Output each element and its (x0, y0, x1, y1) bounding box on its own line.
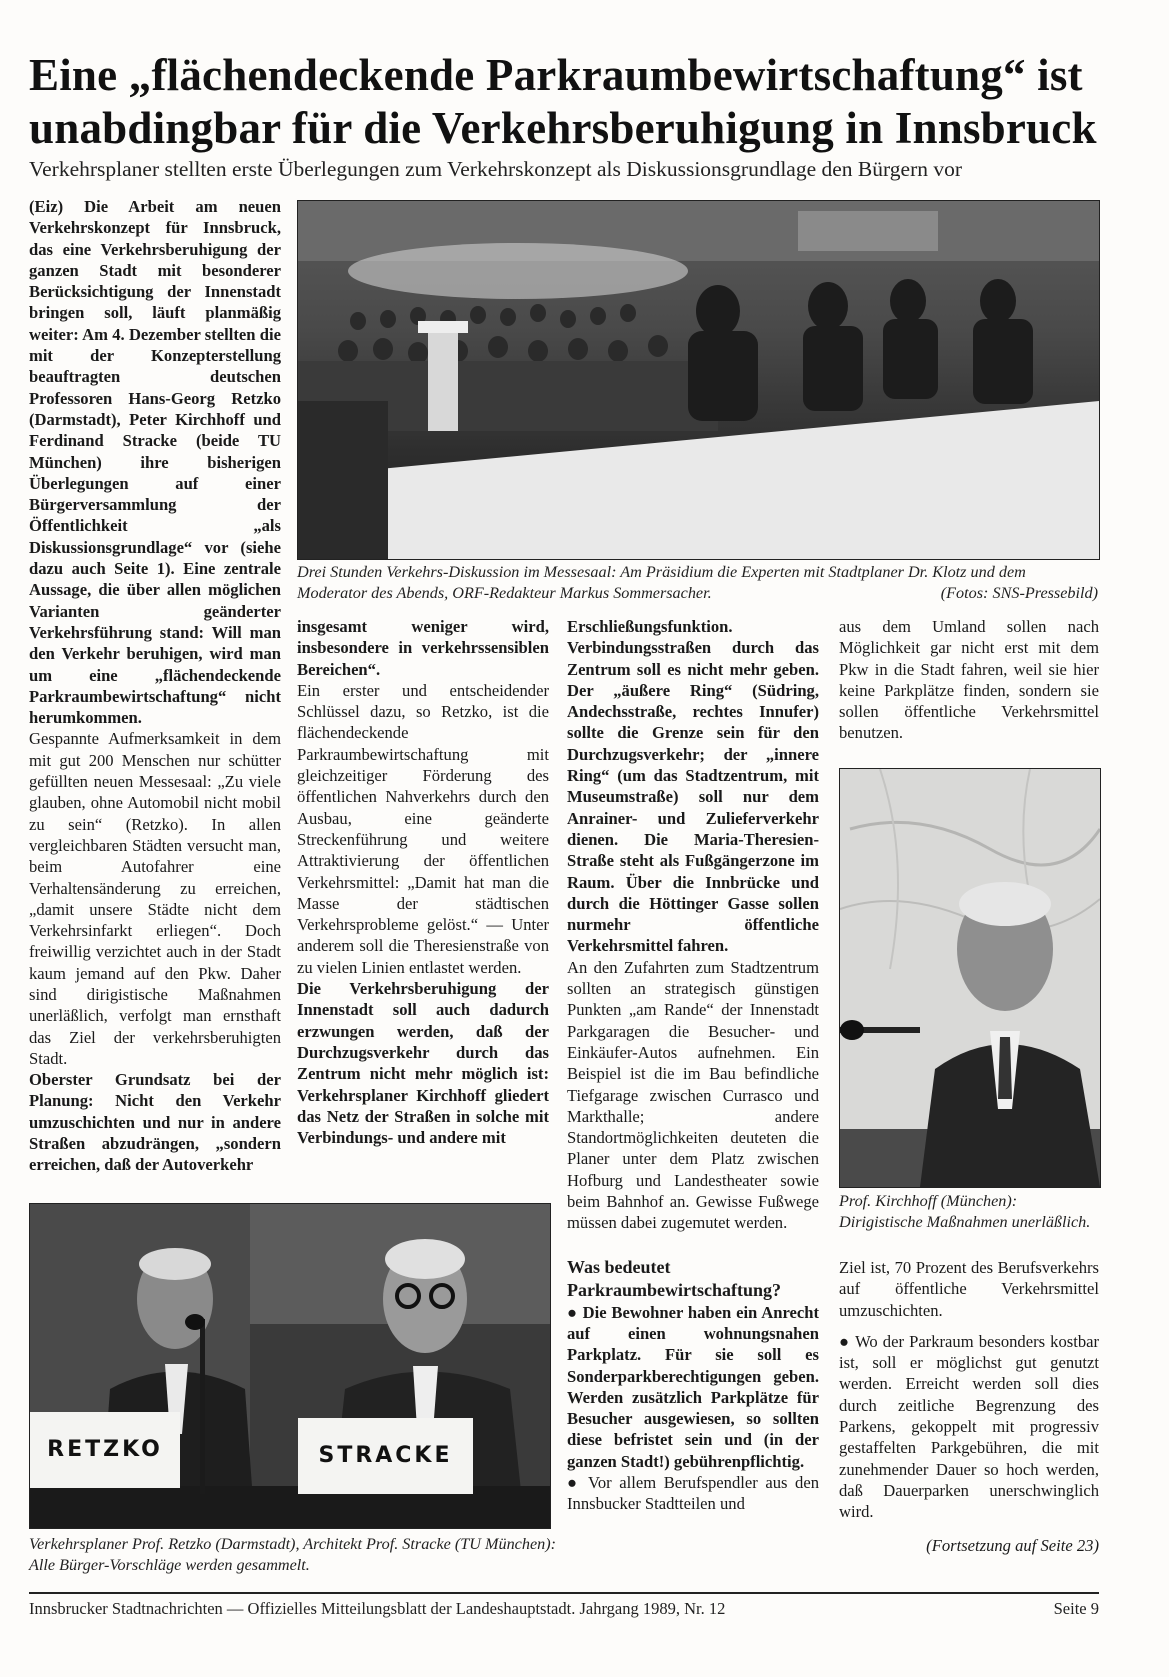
bullet-icon: ● (567, 1302, 583, 1322)
article-paragraph: An den Zufahrten zum Stadtzentrum sollten an strategisch günstigen Punkten „am Rande“ der Innenstadt Parkgaragen die Besucher- und Einkäufer-Autos aufnehmen. Ein Beispiel ist die im Bau befindliche Tiefgarage zwischen Currasco und Markthalle; andere Standortmöglichkeiten deuteten die Planer unter dem Platz zwischen Hofburg und Landestheater sowie beim Bahnhof an. Gewisse Fußwege müssen dabei zugemutet werden. (567, 957, 819, 1233)
headline-line-2: unabdingbar für die Verkehrsberuhigung in Innsbruck (29, 103, 1097, 153)
continued-note: (Fortsetzung auf Seite 23) (926, 1535, 1099, 1555)
bullet-text: Wo der Parkraum besonders kostbar ist, soll er möglichst gut genutzt werden. Erreicht werden soll dies durch zeitliche Begrenzung des Parkens, gekoppelt mit progressiv gestaffelten Parkgebühren, die mit zunehmender Dauer so hoch werden, daß Dauerparken unerschwinglich wird. (839, 1331, 1100, 1522)
article-paragraph-bold: Die Verkehrsberuhigung der Innenstadt soll auch dadurch erzwungen werden, daß der Durchzugsverkehr durch das Zentrum nicht mehr möglich ist: Verkehrsplaner Kirchhoff gliedert das Netz der Straßen in solche mit Verbindungs- und andere mit (297, 979, 549, 1148)
footer-publication: Innsbrucker Stadtnachrichten — Offizielles Mitteilungsblatt der Landeshauptstadt. Jahrgang 1989, Nr. 12 (29, 1599, 726, 1618)
article-paragraph: Gespannte Aufmerksamkeit in dem mit gut 200 Menschen nur schütter gefüllten neuen Messesaal: „Zu viele glauben, ohne Automobil nicht mobil zu sein“ (Retzko). In allen vergleichbaren Städten versucht man, beim Autofahrer eine Verhaltensänderung zu erreichen, „damit unsere Städte nicht dem Verkehrsinfarkt erliegen“. Doch freiwillig verzichtet auch in der Stadt kaum jemand auf den Pkw. Daher sind dirigistische Maßnahmen unerläßlich, verfolgt man ernsthaft das Ziel der verkehrsberuhigten Stadt. (29, 729, 281, 1068)
caption-top (297, 562, 1098, 604)
article-paragraph-bold: Erschließungsfunktion. Verbindungsstraßen durch das Zentrum soll es nicht mehr geben. Der „äußere Ring“ (Südring, Andechsstraße, rechtes Innufer) sollte die Grenze sein für den Durchzugsverkehr; der „innere Ring“ (um das Stadtzentrum, mit Museumstraße) soll nur dem Anrainer- und Zulieferverkehr dienen. Die Maria-Theresien-Straße steht als Fußgängerzone im Raum. Über die Innbrücke und durch die Höttinger Gasse sollen nurmehr öffentliche Verkehrsmittel fahren. (567, 617, 819, 956)
sub-headline: Was bedeutet Parkraumbewirtschaftung? (567, 1256, 781, 1300)
photo-kirchhoff-image (840, 769, 1100, 1187)
bullet-text: Vor allem Berufspendler aus den Innsbucker Stadtteilen und (567, 1472, 819, 1514)
bullet-icon: ● (839, 1331, 856, 1351)
article-column-2 (297, 616, 549, 1148)
footer-rule (29, 1592, 1099, 1594)
article-paragraph: Ein erster und entscheidender Schlüssel dazu, so Retzko, ist die flächendeckende Parkraumbewirtschaftung mit gleichzeitiger Förderung des öffentlichen Nahverkehrs durch den Ausbau, eine geänderte Streckenführung und weitere Attraktivierung der öffentlichen Verkehrsmittel: „Damit hat man die Masse der städtischen Verkehrsprobleme gelöst.“ — Unter anderem soll die Theresienstraße von zu vielen Linien entlastet werden. (297, 680, 549, 977)
bullet-icon: ● (567, 1472, 589, 1492)
article-column-4-bottom (839, 1257, 1099, 1556)
headline-line-1: Eine „flächendeckende Parkraumbewirtschaftung“ ist (29, 50, 1083, 100)
name-card-stracke: STRACKE (298, 1418, 473, 1494)
article-paragraph: Ziel ist, 70 Prozent des Berufsverkehrs auf öffentliche Verkehrsmittel umzuschichten. (839, 1258, 1099, 1320)
caption-portrait: Prof. Kirchhoff (München): Dirigistische Maßnahmen unerläßlich. (839, 1192, 1091, 1231)
photo-messesaal-image (298, 201, 1099, 559)
article-column-4-top (839, 616, 1099, 744)
caption-top-text: Drei Stunden Verkehrs-Diskussion im Messesaal: Am Präsidium die Experten mit Stadtplaner Dr. Klotz und dem Moderator des Abends, ORF-Redakteur Markus Sommersacher. (297, 563, 1026, 602)
article-paragraph: aus dem Umland sollen nach Möglichkeit gar nicht erst mit dem Pkw in die Stadt fahren, weil sie hier keine Parkplätze finden, sondern sie sollen öffentliche Verkehrsmittel benutzen. (839, 617, 1099, 743)
photo-kirchhoff-portrait (839, 768, 1101, 1188)
name-card-retzko: RETZKO (30, 1412, 180, 1488)
article-paragraph-bold: insgesamt weniger wird, insbesondere in verkehrssensiblen Bereichen“. (297, 617, 549, 679)
bullet-text: Die Bewohner haben ein Anrecht auf einen wohnungsnahen Parkplatz. Für sie soll es Sonderparkberechtigungen geben. Werden zusätzlich Parkplätze für Besucher ausgewiesen, so sollten diese befristet sein und (in der ganzen Stadt!) gebührenpflichtig. (567, 1302, 819, 1471)
caption-bottom: Verkehrsplaner Prof. Retzko (Darmstadt), Architekt Prof. Stracke (TU München): Alle Bürger-Vorschläge werden gesammelt. (29, 1535, 557, 1574)
photo-messesaal-meeting (297, 200, 1100, 560)
subtitle: Verkehrsplaner stellten erste Überlegungen zum Verkehrskonzept als Diskussionsgrundlage den Bürgern vor (29, 157, 963, 181)
article-column-3 (567, 616, 819, 1515)
photo-credit: (Fotos: SNS-Pressebild) (940, 584, 1098, 602)
headline (29, 49, 1149, 155)
article-column-1 (29, 196, 281, 1176)
photo-retzko-stracke (29, 1203, 551, 1529)
article-lead: (Eiz) Die Arbeit am neuen Verkehrskonzept für Innsbruck, das eine Verkehrsberuhigung der ganzen Stadt mit besonderer Berücksichtigung der Innenstadt bringen soll, läuft planmäßig weiter: Am 4. Dezember stellten die mit der Konzepterstellung beauftragten deutschen Professoren Hans-Georg Retzko (Darmstadt), Peter Kirchhoff und Ferdinand Stracke (beide TU München) ihre bisherigen Überlegungen auf einer Bürgerversammlung der Öffentlichkeit „als Diskussionsgrundlage“ vor (siehe dazu auch Seite 1). Eine zentrale Aussage, die über allen möglichen Varianten geänderter Verkehrsführung stand: Will man den Verkehr beruhigen, wird man um eine „flächendeckende Parkraumbewirtschaftung“ nicht herumkommen. (29, 197, 281, 728)
article-paragraph-bold: Oberster Grundsatz bei der Planung: Nicht den Verkehr umzuschichten und nur in andere Straßen abzudrängen, „sondern erreichen, daß der Autoverkehr (29, 1070, 281, 1175)
footer-page-number: Seite 9 (1053, 1599, 1099, 1618)
